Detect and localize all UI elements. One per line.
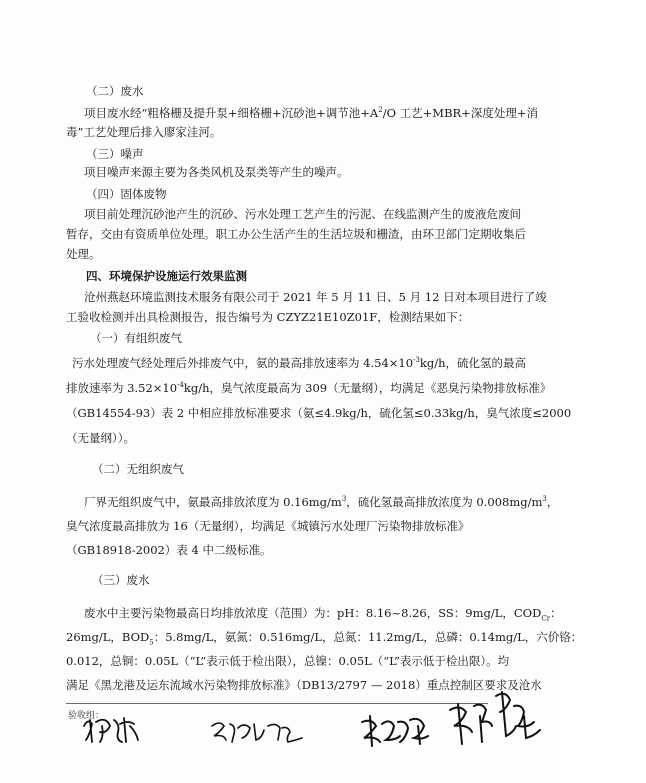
section-heading-wastewater: （二）废水 [86,84,144,98]
paragraph-line: 厂界无组织废气中，氨最高排放浓度为 $0.16mg/m^3$，硫化氢最高排放浓度为 $0.008mg/m^3$， [84,495,559,509]
paragraph-line: 项目前处理沉砂池产生的沉砂、污水处理工艺产生的污泥、在线监测产生的废液危废间 [84,207,521,221]
paragraph-line: （GB18918-2002）表 4 中二级标准。 [66,543,272,557]
paragraph-line: 暂存，交由有资质单位处理。职工办公生活产生的生活垃圾和栅渣，由环卫部门定期收集后 [66,227,526,241]
acceptance-group-label: 验收组： [68,711,105,721]
paragraph-line: 沧州燕赵环境监测技术服务有限公司于 2021 年 5 月 11 日、5 月 12 日对本项目进行了竣 [84,290,547,304]
subsection-heading-organized-gas: （一）有组织废气 [90,331,182,345]
paragraph-line: （无量纲））。 [66,431,135,445]
footer-divider [66,703,488,704]
paragraph-line: 项目噪声来源主要为各类风机及泵类等产生的噪声。 [84,165,349,179]
section-heading-noise: （三）噪声 [86,147,144,161]
paragraph-line: 处理。 [66,247,101,261]
paragraph-line: 工验收检测并出具检测报告，报告编号为 CZYZ21E10Z01F，检测结果如下： [66,310,470,324]
paragraph-line: 臭气浓度最高排放为 16（无量纲），均满足《城镇污水处理厂污染物排放标准》 [66,519,470,533]
section-heading-monitoring: 四、环境保护设施运行效果监测 [86,269,247,283]
signature-1 [80,712,142,746]
signature-2 [208,716,308,748]
paragraph-line: 毒”工艺处理后排入廖家洼河。 [66,125,222,139]
paragraph-line: 废水中主要污染物最高日均排放浓度（范围）为：pH：8.16~8.26，SS：9mg/L，$COD_{Cr}$： [84,606,562,623]
paragraph-line: 排放速率为 $3.52\times 10^{-4}kg/h$，臭气浓度最高为 309（无量纲），均满足《恶臭污染物排放标准》 [66,381,552,395]
section-heading-solid-waste: （四）固体废物 [86,187,167,201]
signature-4 [444,686,548,758]
paragraph-line: （GB14554-93）表 2 中相应排放标准要求（氨≤4.9kg/h，硫化氢≤0.33kg/h，臭气浓度≤2000 [66,406,572,420]
paragraph-line: 满足《黑龙港及运东流域水污染物排放标准》（DB13/2797 — 2018）重点控制区要求及沧水 [66,678,542,692]
subsection-heading-fugitive-gas: （二）无组织废气 [92,462,184,476]
subsection-heading-wastewater-results: （三）废水 [92,573,150,587]
paragraph-line: 污水处理废气经处理后外排废气中，氨的最高排放速率为 $4.54\times 10^{-3}kg/h$，硫化氢的最高 [72,356,526,370]
paragraph-line: 26mg/L，$BOD_5$：5.8mg/L，氨氮：0.516mg/L，总氮：11.2mg/L，总磷：0.14mg/L，六价铬： [66,630,583,647]
paragraph-line: 0.012，总铜：0.05L（“L”表示低于检出限），总镍：0.05L（“L”表示低于检出限）。均 [66,654,510,668]
signature-3 [356,712,440,752]
paragraph-line: 项目废水经“粗格栅及提升泵+细格栅+沉砂池+调节池$+A^2/O$ 工艺+MBR+深度处理+消 [84,106,538,120]
